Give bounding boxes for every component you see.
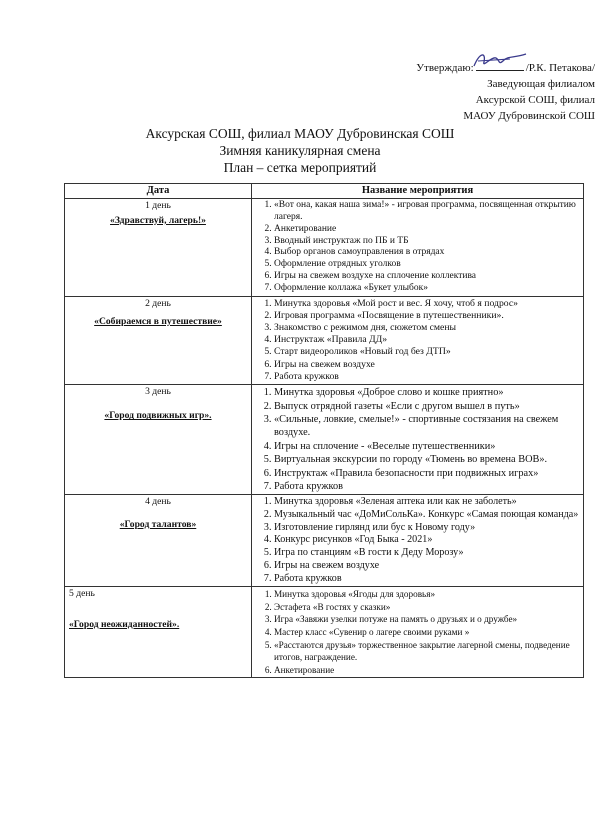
activity-list — [254, 588, 580, 676]
list-item: 3. «Сильные, ловкие, смелые!» - спортивные состязания на свежем воздухе. — [274, 413, 580, 440]
activities-cell — [252, 587, 584, 678]
table-row — [65, 199, 584, 296]
approval-prefix: Утверждаю: — [416, 62, 474, 74]
list-item: 7. Оформление коллажа «Букет улыбок» — [274, 283, 580, 295]
list-item: 6. Игры на свежем воздухе на сплочение коллектива — [274, 271, 580, 283]
day-number: 4 день — [145, 496, 171, 508]
list-item: 6. Инструктаж «Правила безопасности при подвижных играх» — [274, 467, 580, 480]
activities-cell — [252, 199, 584, 296]
activities-cell — [252, 385, 584, 495]
day-title: «Собираемся в путешествие» — [94, 315, 222, 327]
list-item: 1. Минутка здоровья «Ягоды для здоровья» — [274, 588, 580, 601]
day-title: «Город подвижных игр». — [104, 410, 212, 422]
list-item: 1. Минутка здоровья «Зеленая аптека или как не заболеть» — [274, 496, 580, 509]
approver-name: /Р.К. Петакова/ — [525, 62, 595, 74]
plan-title: План – сетка мероприятий — [223, 160, 377, 175]
list-item: 3. Изготовление гирлянд или бус к Новому году» — [274, 522, 580, 535]
list-item: 3. Игра «Завяжи узелки потуже на память о друзьях и о дружбе» — [274, 613, 580, 626]
list-item: 4. Игры на сплочение - «Веселые путешественники» — [274, 440, 580, 453]
list-item: 6. Игры на свежем воздухе — [274, 359, 580, 371]
list-item: 7. Работа кружков — [274, 371, 580, 383]
activity-list — [254, 298, 580, 383]
table-row — [65, 296, 584, 384]
activity-list — [254, 386, 580, 493]
day-number: 1 день — [145, 200, 171, 212]
activities-cell — [252, 495, 584, 587]
signature-line — [476, 60, 524, 71]
list-item: 4. Выбор органов самоуправления в отрядах — [274, 247, 580, 259]
list-item: 2. Эстафета «В гостях у сказки» — [274, 601, 580, 614]
document-headings — [0, 125, 600, 176]
plan-table — [64, 183, 584, 678]
day-number: 2 день — [145, 297, 171, 309]
day-number: 3 день — [145, 386, 171, 398]
activity-list — [254, 496, 580, 585]
day-title: «Здравствуй, лагерь!» — [110, 214, 206, 226]
list-item: 5. Игра по станциям «В гости к Деду Морозу» — [274, 547, 580, 560]
list-item: 5. Старт видеороликов «Новый год без ДТП» — [274, 346, 580, 358]
day-cell — [65, 385, 252, 495]
approver-org-line2: МАОУ Дубровинской СОШ — [463, 110, 595, 122]
school-title: Аксурская СОШ, филиал МАОУ Дубровинская СОШ — [145, 126, 455, 141]
day-cell — [65, 296, 252, 384]
table-row — [65, 385, 584, 495]
list-item: 4. Инструктаж «Правила ДД» — [274, 334, 580, 346]
shift-title: Зимняя каникулярная смена — [219, 143, 381, 158]
signature-image — [470, 48, 530, 72]
list-item: 2. Выпуск отрядной газеты «Если с другом вышел в путь» — [274, 400, 580, 413]
table-row — [65, 495, 584, 587]
table-row — [65, 587, 584, 678]
list-item: 5. Оформление отрядных уголков — [274, 259, 580, 271]
activities-cell — [252, 296, 584, 384]
list-item: 4. Конкурс рисунков «Год Быка - 2021» — [274, 534, 580, 547]
list-item: 2. Игровая программа «Посвящение в путешественники». — [274, 310, 580, 322]
list-item: 2. Анкетирование — [274, 224, 580, 236]
table-header-row — [65, 184, 584, 199]
day-cell — [65, 495, 252, 587]
list-item: 5. Виртуальная экскурсии по городу «Тюмень во времена ВОВ». — [274, 453, 580, 466]
header-date: Дата — [65, 184, 252, 199]
approver-position: Заведующая филиалом — [487, 78, 595, 90]
list-item: 5. «Расстаются друзья» торжественное закрытие лагерной смены, подведение итогов, награждение. — [274, 639, 580, 664]
list-item: 6. Игры на свежем воздухе — [274, 560, 580, 573]
list-item: 7. Работа кружков — [274, 480, 580, 493]
list-item: 1. «Вот она, какая наша зима!» - игровая программа, посвященная открытию лагеря. — [274, 200, 580, 224]
list-item: 4. Мастер класс «Сувенир о лагере своими руками » — [274, 626, 580, 639]
day-number: 5 день — [69, 588, 95, 600]
approval-line — [380, 60, 595, 76]
list-item: 6. Анкетирование — [274, 664, 580, 677]
day-title: «Город неожиданностей». — [69, 618, 180, 630]
list-item: 1. Минутка здоровья «Доброе слово и кошке приятно» — [274, 386, 580, 399]
list-item: 3. Знакомство с режимом дня, сюжетом смены — [274, 322, 580, 334]
approval-block — [380, 60, 595, 124]
day-cell — [65, 199, 252, 296]
list-item: 2. Музыкальный час «ДоМиСольКа». Конкурс «Самая поющая команда» — [274, 509, 580, 522]
day-title: «Город талантов» — [119, 518, 197, 530]
activity-list — [254, 200, 580, 294]
approver-org-line1: Аксурской СОШ, филиал — [475, 94, 595, 106]
header-event: Название мероприятия — [252, 184, 584, 199]
list-item: 7. Работа кружков — [274, 573, 580, 586]
day-cell — [65, 587, 252, 678]
list-item: 3. Вводный инструктаж по ПБ и ТБ — [274, 236, 580, 248]
list-item: 1. Минутка здоровья «Мой рост и вес. Я хочу, чтоб я подрос» — [274, 298, 580, 310]
